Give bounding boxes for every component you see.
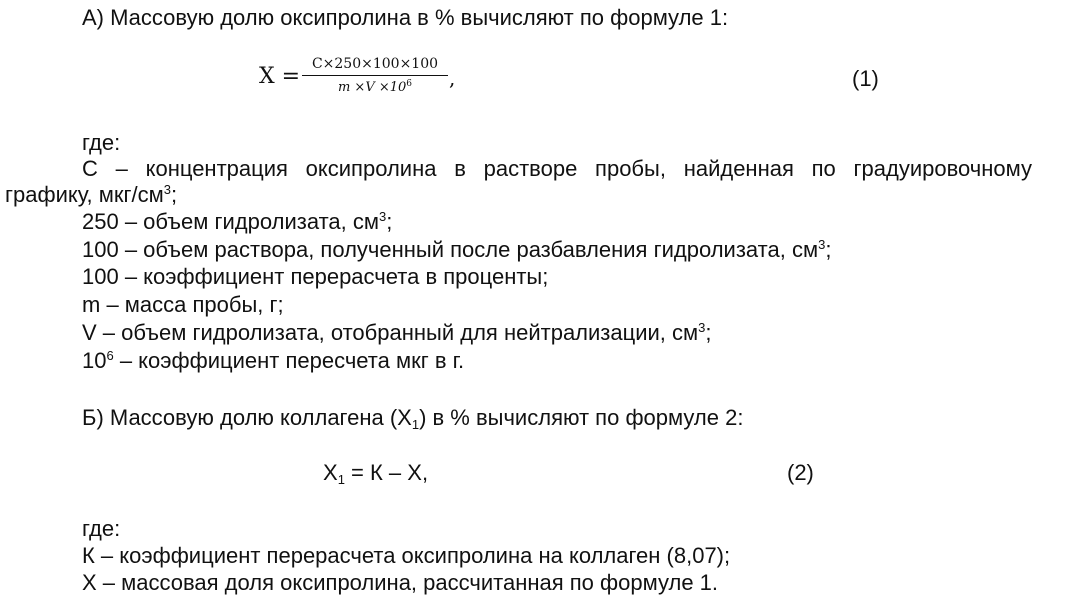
definition-10-6: $10^6$ – коэффициент пересчета мкг в г. <box>82 348 465 373</box>
definition-mass: m – масса пробы, г; <box>82 292 284 317</box>
definition-100-percent: 100 – коэффициент перерасчета в проценты; <box>82 264 549 289</box>
formula-1-fraction <box>302 56 448 96</box>
formula-1-number: (1) <box>852 66 879 91</box>
where-label-1: где: <box>82 130 121 155</box>
definition-250: 250 – объем гидролизата, $см^3$; <box>82 209 393 234</box>
section-b-heading: Б) Массовую долю коллагена $(Х_1)$ в % вычисляют по формуле 2: <box>82 405 744 432</box>
formula-2: $Х_1 = К - Х$, <box>323 460 429 487</box>
formula-1-denominator: $m \times V \times 10^6$ <box>337 79 413 95</box>
formula-1-comma: , <box>449 66 456 90</box>
c-definition-line-1: С – концентрация оксипролина в растворе пробы, найденная по градуировочному <box>82 156 1032 181</box>
formula-2-number: (2) <box>787 460 814 485</box>
definition-k: К – коэффициент перерасчета оксипролина на коллаген (8,07); <box>82 543 731 568</box>
definition-x: Х – массовая доля оксипролина, рассчитанная по формуле 1. <box>82 570 719 595</box>
where-label-2: где: <box>82 516 121 541</box>
formula-1-lhs: X = <box>259 64 301 89</box>
formula-1-numerator: C×250×100×100 <box>311 56 439 72</box>
c-definition-line-2: графику, мкг/$см^3$; <box>5 182 178 207</box>
section-a-heading: А) Массовую долю оксипролина в % вычисляют по формуле 1: <box>82 5 729 30</box>
definition-volume-v: V – объем гидролизата, отобранный для нейтрализации, $см^3$; <box>82 320 712 345</box>
definition-100-volume: 100 – объем раствора, полученный после разбавления гидролизата, $см^3$; <box>82 237 832 262</box>
